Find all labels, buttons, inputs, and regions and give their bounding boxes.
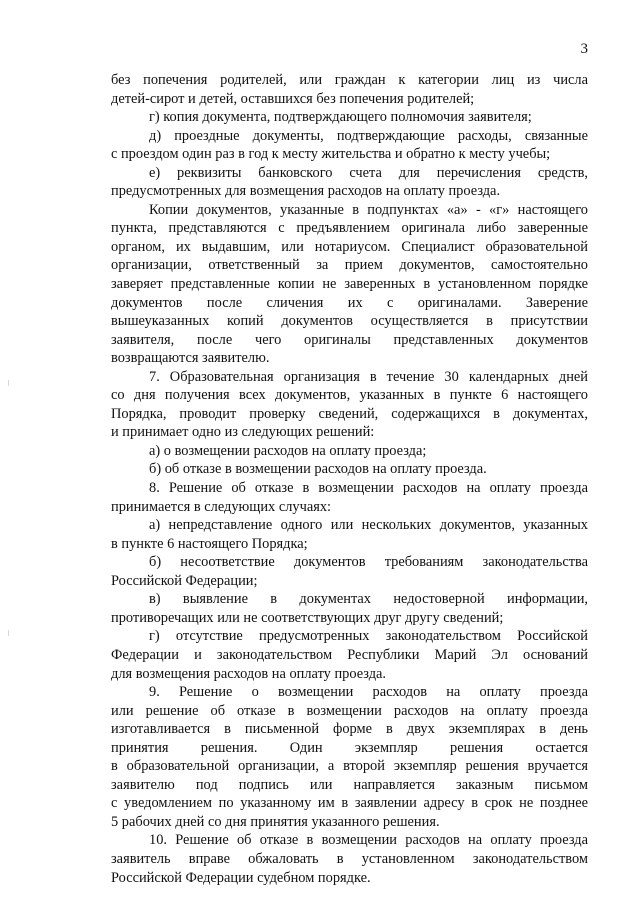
paragraph — [111, 108, 588, 127]
paragraph — [111, 127, 588, 164]
text-line: е) реквизиты банковского счета для перечисления средств, — [149, 164, 588, 181]
text-line: для возмещения расходов на оплату проезда. — [111, 665, 387, 682]
text-line: г) отсутствие предусмотренных законодательством Российской — [149, 628, 588, 645]
text-line: заявителю под подпись или направляется заказным письмом — [111, 776, 588, 793]
paragraph — [111, 590, 588, 627]
paragraph — [111, 627, 588, 683]
text-line: в) выявление в документах недостоверной информации, — [149, 591, 588, 608]
text-line: Российской Федерации судебном порядке. — [111, 869, 371, 886]
text-line: г) копия документа, подтверждающего полномочия заявителя; — [149, 109, 532, 126]
text-line: без попечения родителей, или граждан к категории лиц из числа — [111, 72, 588, 88]
text-line: с уведомлением по указанному им в заявлении адресу в срок не позднее — [111, 795, 588, 812]
text-line: 5 рабочих дней со дня принятия указанного решения. — [111, 813, 440, 830]
text-line: организации, ответственный за прием документов, самостоятельно — [111, 257, 588, 274]
text-line: изготавливается в письменной форме в двух экземплярах в день — [111, 721, 588, 738]
text-line: 9. Решение о возмещении расходов на оплату проезда — [149, 684, 588, 701]
text-line: пункта, представляются с предъявлением оригинала либо заверенные — [111, 220, 588, 237]
text-line: с проездом один раз в год к месту жительства и обратно к месту учебы; — [111, 146, 551, 163]
paragraph — [111, 71, 588, 108]
text-line: предусмотренных для возмещения расходов на оплату проезда. — [111, 183, 501, 200]
page-number: 3 — [580, 41, 588, 57]
scan-edge-mark — [8, 380, 9, 386]
paragraph — [111, 368, 588, 442]
paragraph — [111, 479, 588, 516]
text-line: а) о возмещении расходов на оплату проезда; — [149, 442, 427, 459]
paragraph — [111, 460, 588, 479]
text-line: в образовательной организации, а второй экземпляр решения вручается — [111, 758, 588, 775]
paragraph — [111, 831, 588, 887]
text-line: органом, их выдавшим, или нотариусом. Специалист образовательной — [111, 238, 588, 255]
text-line: Копии документов, указанные в подпунктах «а» - «г» настоящего — [149, 201, 588, 218]
text-line: со дня получения всех документов, указанных в пункте 6 настоящего — [111, 387, 588, 404]
scan-edge-mark — [8, 630, 9, 636]
text-line: возвращаются заявителю. — [111, 350, 270, 367]
text-line: заявителя, после чего оригиналы представленных документов — [111, 331, 588, 348]
text-line: противоречащих или не соответствующих друг другу сведений; — [111, 609, 504, 626]
text-line: Порядка, проводит проверку сведений, содержащихся в документах, — [111, 405, 588, 422]
text-line: принятия решения. Один экземпляр решения остается — [111, 739, 588, 756]
paragraph — [111, 201, 588, 368]
text-line: Федерации и законодательством Республики Марий Эл оснований — [111, 646, 588, 663]
paragraph — [111, 516, 588, 553]
text-line: 7. Образовательная организация в течение 30 календарных дней — [149, 368, 588, 385]
paragraph — [111, 683, 588, 831]
text-line: д) проездные документы, подтверждающие расходы, связанные — [149, 127, 588, 144]
text-line: б) несоответствие документов требованиям законодательства — [149, 554, 588, 571]
paragraph — [111, 553, 588, 590]
text-line: а) непредставление одного или нескольких документов, указанных — [149, 517, 588, 534]
text-line: Российской Федерации; — [111, 572, 258, 589]
text-line: и принимает одно из следующих решений: — [111, 424, 375, 441]
text-line: 10. Решение об отказе в возмещении расходов на оплату проезда — [149, 832, 588, 849]
document-body — [111, 71, 588, 887]
text-line: заверяет представленные копии не заверенных в установленном порядке — [111, 276, 588, 293]
text-line: в пункте 6 настоящего Порядка; — [111, 535, 308, 552]
paragraph — [111, 442, 588, 461]
text-line: или решение об отказе в возмещении расходов на оплату проезда — [111, 702, 588, 719]
text-line: 8. Решение об отказе в возмещении расходов на оплату проезда — [149, 480, 588, 497]
text-line: детей-сирот и детей, оставшихся без попечения родителей; — [111, 90, 475, 107]
text-line: документов после сличения их с оригиналами. Заверение — [111, 294, 588, 311]
text-line: принимается в следующих случаях: — [111, 498, 332, 515]
text-line: б) об отказе в возмещении расходов на оплату проезда. — [149, 461, 487, 478]
text-line: заявитель вправе обжаловать в установленном законодательством — [111, 850, 588, 867]
paragraph — [111, 164, 588, 201]
text-line: вышеуказанных копий документов осуществляется в присутствии — [111, 313, 588, 330]
